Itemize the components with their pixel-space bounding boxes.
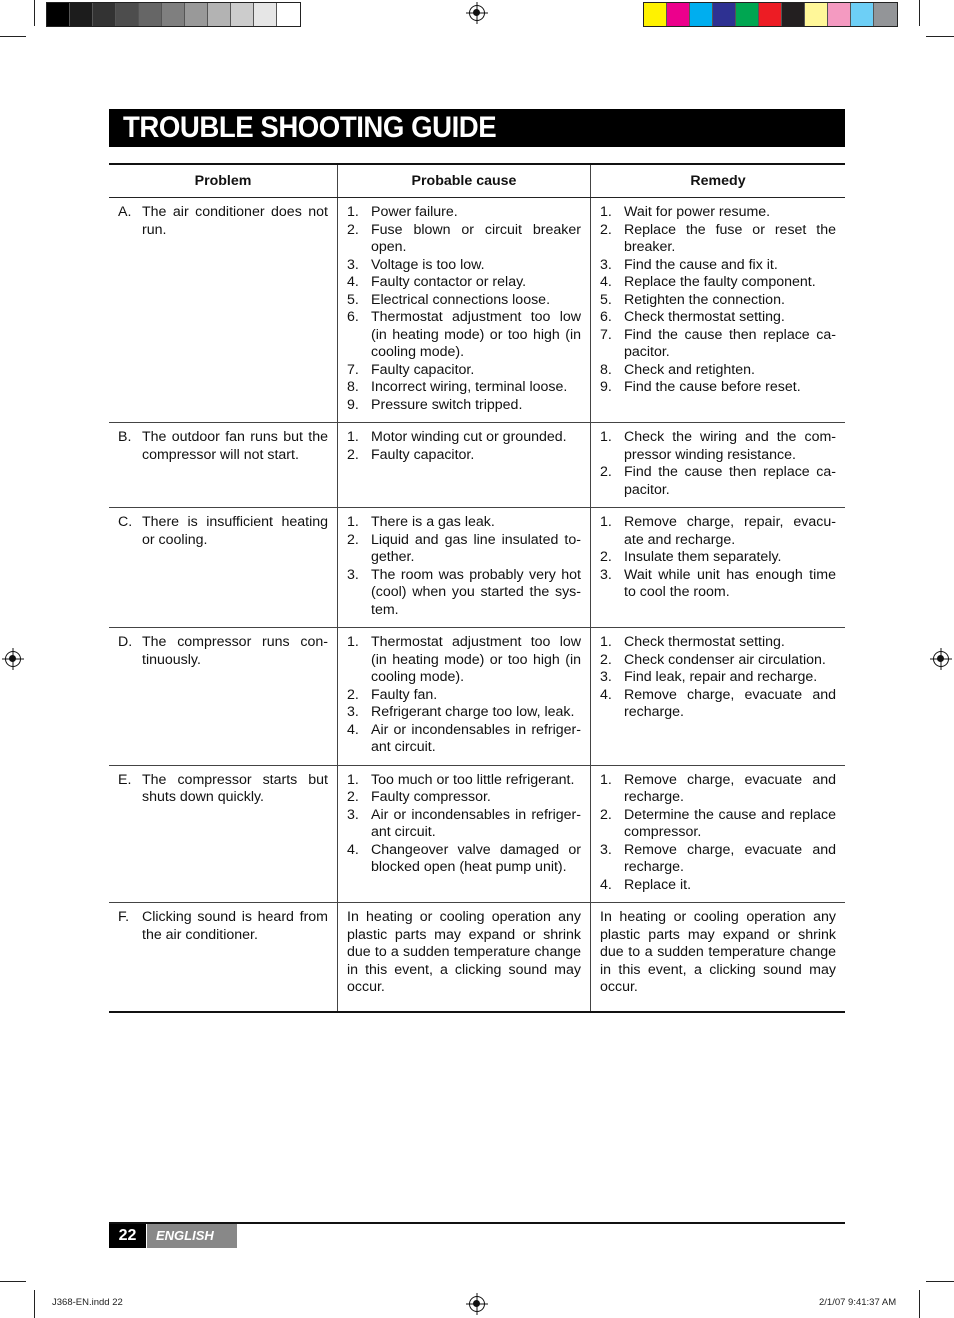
cause-text: In heating or cooling operation any plastic parts may expand or shrink due to a sudden temperature change in this event, a clicking sound may occur. — [347, 909, 581, 995]
item-number: 7. — [600, 326, 612, 343]
problem-letter: A. — [118, 204, 132, 220]
remedy-cell — [591, 508, 845, 627]
problem-item — [118, 514, 328, 549]
item-number: 5. — [347, 291, 359, 308]
item-number: 1. — [600, 514, 612, 530]
item-number: 2. — [347, 446, 359, 463]
remedy-cell — [591, 198, 845, 422]
item-number: 2. — [347, 686, 359, 703]
table-row — [109, 198, 845, 423]
item-text: Find the cause then replace ca-pacitor. — [624, 464, 836, 498]
item-text: Remove charge, evacuate and recharge. — [624, 841, 836, 875]
item-text: Liquid and gas line insulated to-gether. — [371, 531, 581, 565]
list-item — [347, 292, 581, 310]
item-text: Air or incondensables in refriger-ant circuit. — [371, 721, 581, 755]
color-swatch — [116, 3, 139, 26]
item-number: 3. — [347, 704, 359, 720]
crop-mark — [34, 0, 35, 26]
item-text: Electrical connections loose. — [371, 291, 551, 308]
list-item — [600, 222, 836, 257]
problem-item — [118, 204, 328, 239]
item-number: 1. — [347, 429, 359, 445]
cause-cell — [338, 198, 591, 422]
crop-mark — [0, 36, 26, 37]
item-number: 4. — [600, 876, 612, 893]
problem-text: The outdoor fan runs but the compressor will not start. — [142, 429, 328, 463]
problem-text: The compressor starts but shuts down quickly. — [142, 771, 328, 805]
item-number: 5. — [600, 291, 612, 308]
list-item — [347, 429, 581, 447]
table-header-row — [109, 165, 845, 198]
registration-mark-icon — [933, 651, 949, 667]
item-number: 1. — [600, 771, 612, 788]
color-swatch-strip — [643, 2, 898, 27]
item-text: Remove charge, evacuate and recharge. — [624, 771, 836, 805]
item-number: 2. — [600, 651, 612, 668]
list-item — [347, 514, 581, 532]
item-text: Replace the faulty component. — [624, 274, 816, 290]
list-item — [347, 772, 581, 790]
item-text: Faulty capacitor. — [371, 446, 475, 463]
item-text: Thermostat adjustment too low (in heating mode) or too high (in cooling mode). — [371, 309, 581, 360]
list-item — [347, 447, 581, 465]
list-item — [347, 532, 581, 567]
problem-letter: E. — [118, 771, 132, 788]
table-row — [109, 903, 845, 1011]
item-number: 1. — [600, 429, 612, 445]
item-number: 1. — [347, 771, 359, 788]
item-number: 3. — [347, 806, 359, 823]
color-swatch — [162, 3, 185, 26]
item-number: 9. — [600, 379, 612, 395]
table-row — [109, 508, 845, 628]
item-text: Check condenser air circulation. — [624, 651, 826, 668]
item-text: Faulty capacitor. — [371, 361, 475, 378]
item-text: Check thermostat setting. — [624, 634, 785, 650]
color-swatch — [667, 3, 690, 26]
item-text: Find the cause before reset. — [624, 379, 801, 395]
color-swatch — [47, 3, 70, 26]
list-item — [600, 634, 836, 652]
problem-item — [118, 429, 328, 464]
troubleshooting-table — [109, 163, 845, 1013]
problem-cell — [109, 628, 338, 765]
list-item — [600, 464, 836, 499]
item-number: 4. — [347, 841, 359, 858]
item-text: Wait for power resume. — [624, 204, 771, 220]
crop-mark — [34, 1290, 35, 1318]
list-item — [347, 397, 581, 415]
item-number: 4. — [600, 274, 612, 290]
color-swatch — [208, 3, 231, 26]
color-swatch — [874, 3, 897, 26]
item-text: Changeover valve damaged or blocked open (heat pump unit). — [371, 841, 581, 875]
item-number: 2. — [600, 464, 612, 480]
item-number: 8. — [347, 379, 359, 395]
color-swatch — [70, 3, 93, 26]
problem-cell — [109, 766, 338, 903]
slug-timestamp: 2/1/07 9:41:37 AM — [819, 1297, 897, 1308]
header-problem: Problem — [109, 165, 338, 197]
item-text: Retighten the connection. — [624, 291, 785, 308]
item-text: Faulty fan. — [371, 686, 438, 703]
list-item — [347, 379, 581, 397]
cause-cell — [338, 628, 591, 765]
remedy-cell — [591, 628, 845, 765]
item-number: 3. — [600, 669, 612, 685]
page-title: TROUBLE SHOOTING GUIDE — [123, 111, 497, 144]
item-text: The room was probably very hot (cool) when you started the sys-tem. — [371, 566, 581, 618]
item-text: Faulty contactor or relay. — [371, 274, 527, 290]
item-text: Incorrect wiring, terminal loose. — [371, 379, 568, 395]
list-item — [347, 842, 581, 877]
list-item — [600, 772, 836, 807]
item-number: 1. — [600, 204, 612, 220]
item-text: Pressure switch tripped. — [371, 396, 523, 413]
item-text: Fuse blown or circuit breaker open. — [371, 221, 581, 255]
list-item — [347, 257, 581, 275]
item-text: Find the cause and fix it. — [624, 256, 778, 273]
list-item — [600, 549, 836, 567]
table-row — [109, 423, 845, 508]
item-number: 4. — [600, 686, 612, 703]
list-item — [347, 204, 581, 222]
list-item — [600, 652, 836, 670]
item-text: Find leak, repair and recharge. — [624, 669, 818, 685]
language-label: ENGLISH — [147, 1224, 237, 1248]
item-text: Find the cause then replace ca-pacitor. — [624, 326, 836, 360]
list-item — [347, 567, 581, 620]
color-swatch — [759, 3, 782, 26]
color-swatch — [139, 3, 162, 26]
title-bar — [109, 109, 845, 147]
cause-cell — [338, 766, 591, 903]
problem-letter: D. — [118, 634, 133, 650]
item-text: Power failure. — [371, 204, 458, 220]
item-number: 7. — [347, 361, 359, 378]
item-text: Insulate them separately. — [624, 549, 782, 565]
list-item — [600, 309, 836, 327]
list-item — [600, 379, 836, 397]
problem-cell — [109, 423, 338, 507]
list-item — [347, 222, 581, 257]
item-number: 2. — [347, 221, 359, 238]
item-number: 6. — [600, 309, 612, 325]
item-number: 1. — [600, 634, 612, 650]
list-item — [600, 669, 836, 687]
item-number: 8. — [600, 361, 612, 378]
table-row — [109, 766, 845, 904]
color-swatch — [277, 3, 300, 26]
list-item — [600, 567, 836, 602]
item-number: 4. — [347, 274, 359, 290]
item-text: Faulty compressor. — [371, 789, 491, 805]
item-number: 2. — [347, 789, 359, 805]
problem-letter: F. — [118, 909, 130, 925]
list-item — [347, 274, 581, 292]
item-number: 3. — [600, 256, 612, 273]
crop-mark — [919, 1290, 920, 1318]
color-swatch — [805, 3, 828, 26]
problem-cell — [109, 198, 338, 422]
item-number: 3. — [600, 841, 612, 858]
problem-item — [118, 772, 328, 807]
item-number: 2. — [600, 806, 612, 823]
problem-text: There is insufficient heating or cooling. — [142, 514, 328, 548]
list-item — [600, 362, 836, 380]
list-item — [600, 274, 836, 292]
item-text: Too much or too little refrigerant. — [371, 771, 575, 788]
list-item — [347, 362, 581, 380]
problem-text: The air conditioner does not run. — [142, 204, 328, 238]
problem-text: Clicking sound is heard from the air conditioner. — [142, 909, 328, 943]
crop-mark — [926, 1281, 954, 1282]
remedy-cell — [591, 903, 845, 1011]
problem-item — [118, 634, 328, 669]
item-text: Thermostat adjustment too low (in heating mode) or too high (in cooling mode). — [371, 634, 581, 685]
crop-mark — [919, 0, 920, 26]
slug-file-info: J368-EN.indd 22 — [52, 1297, 123, 1308]
item-text: Replace the fuse or reset the breaker. — [624, 221, 836, 255]
color-swatch — [782, 3, 805, 26]
cause-cell — [338, 903, 591, 1011]
item-text: Voltage is too low. — [371, 256, 485, 273]
item-text: Determine the cause and replace compressor. — [624, 806, 836, 840]
page-number: 22 — [109, 1224, 146, 1248]
list-item — [347, 807, 581, 842]
item-text: Check thermostat setting. — [624, 309, 785, 325]
color-swatch — [93, 3, 116, 26]
header-remedy: Remedy — [690, 173, 746, 189]
item-text: Remove charge, repair, evacu-ate and recharge. — [624, 514, 836, 548]
remedy-text: In heating or cooling operation any plastic parts may expand or shrink due to a sudden temperature change in this event, a clicking sound may occur. — [600, 909, 836, 995]
item-number: 2. — [600, 549, 612, 565]
item-number: 6. — [347, 309, 359, 325]
color-swatch — [254, 3, 277, 26]
list-item — [347, 309, 581, 362]
item-number: 9. — [347, 396, 359, 413]
item-number: 3. — [600, 566, 612, 583]
item-number: 3. — [347, 256, 359, 273]
header-probable-cause: Probable cause — [338, 165, 591, 197]
item-text: Replace it. — [624, 876, 692, 893]
item-text: Air or incondensables in refriger-ant circuit. — [371, 806, 581, 840]
problem-letter: B. — [118, 429, 132, 445]
list-item — [347, 722, 581, 757]
color-swatch — [851, 3, 874, 26]
cause-cell — [338, 423, 591, 507]
item-text: Motor winding cut or grounded. — [371, 429, 567, 445]
color-swatch — [185, 3, 208, 26]
registration-mark-icon — [469, 5, 485, 21]
list-item — [600, 327, 836, 362]
registration-mark-icon — [5, 651, 21, 667]
problem-cell — [109, 508, 338, 627]
item-text: There is a gas leak. — [371, 514, 495, 530]
list-item — [600, 687, 836, 722]
problem-letter: C. — [118, 514, 133, 530]
cause-cell — [338, 508, 591, 627]
item-number: 1. — [347, 634, 359, 650]
item-number: 2. — [347, 531, 359, 548]
item-text: Check the wiring and the com-pressor winding resistance. — [624, 429, 836, 463]
list-item — [347, 789, 581, 807]
problem-text: The compressor runs con-tinuously. — [142, 634, 328, 668]
list-item — [347, 704, 581, 722]
crop-mark — [0, 1281, 26, 1282]
color-swatch — [644, 3, 667, 26]
item-number: 3. — [347, 566, 359, 583]
item-number: 1. — [347, 514, 359, 530]
list-item — [600, 204, 836, 222]
item-text: Refrigerant charge too low, leak. — [371, 704, 575, 720]
list-item — [600, 842, 836, 877]
color-swatch — [736, 3, 759, 26]
registration-mark-icon — [469, 1296, 485, 1312]
list-item — [600, 257, 836, 275]
list-item — [347, 687, 581, 705]
item-number: 4. — [347, 721, 359, 738]
list-item — [600, 807, 836, 842]
problem-item — [118, 909, 328, 944]
color-swatch — [828, 3, 851, 26]
list-item — [600, 429, 836, 464]
list-item — [600, 877, 836, 895]
remedy-cell — [591, 423, 845, 507]
gray-swatch-strip — [46, 2, 301, 27]
list-item — [600, 514, 836, 549]
item-text: Check and retighten. — [624, 361, 755, 378]
item-text: Remove charge, evacuate and recharge. — [624, 686, 836, 720]
color-swatch — [690, 3, 713, 26]
problem-cell — [109, 903, 338, 1011]
item-number: 2. — [600, 221, 612, 238]
table-row — [109, 628, 845, 766]
color-swatch — [713, 3, 736, 26]
crop-mark — [926, 36, 954, 37]
list-item — [347, 634, 581, 687]
list-item — [600, 292, 836, 310]
item-number: 1. — [347, 204, 359, 220]
item-text: Wait while unit has enough time to cool the room. — [624, 566, 836, 600]
color-swatch — [231, 3, 254, 26]
remedy-cell — [591, 766, 845, 903]
